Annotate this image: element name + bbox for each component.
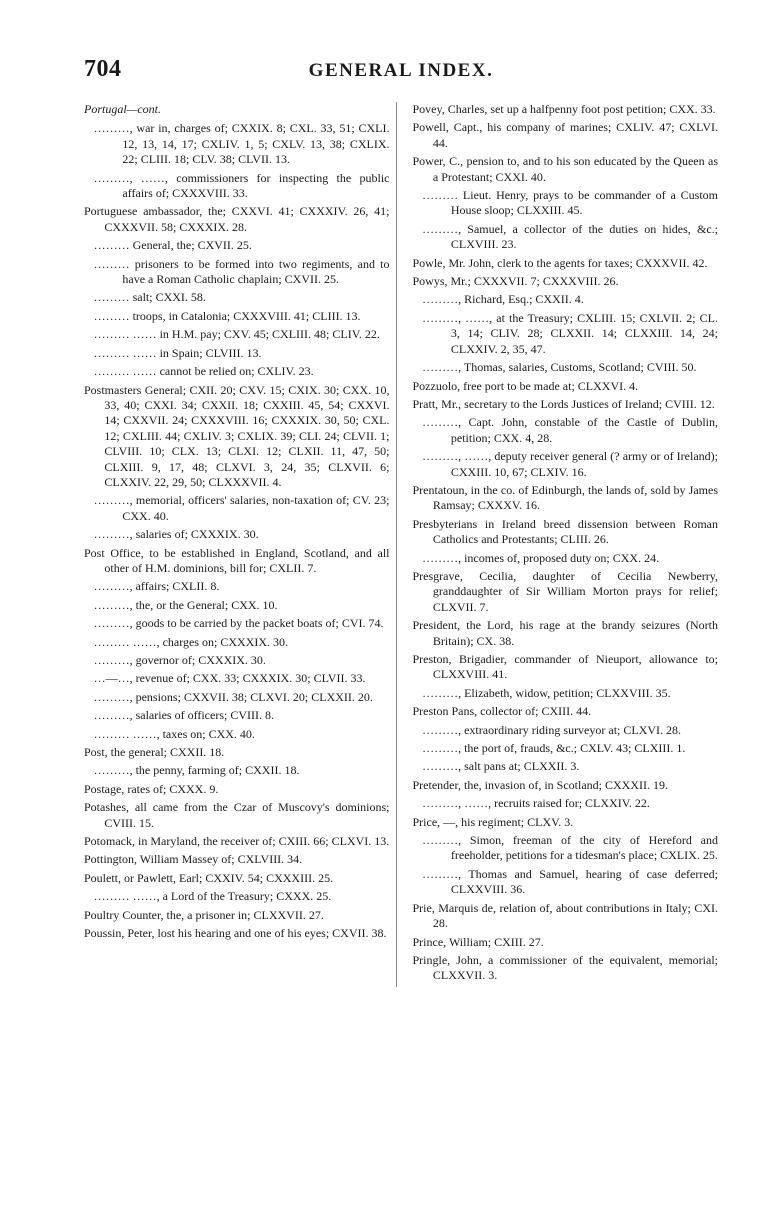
page-header (84, 56, 718, 96)
index-entry: Portuguese ambassador, the; CXXVI. 41; CXXXIV. 26, 41; CXXXVII. 58; CXXXIX. 28. (84, 204, 390, 234)
index-entry: ………, ……, recruits raised for; CLXXIV. 22. (422, 796, 650, 811)
index-entry: ……… …… in H.M. pay; CXV. 45; CXLIII. 48; CLIV. 22. (93, 327, 380, 342)
index-entry: ……… …… cannot be relied on; CXLIV. 23. (93, 364, 314, 379)
index-entry: ………, governor of; CXXXIX. 30. (93, 653, 266, 667)
index-entry: Poultry Counter, the, a prisoner in; CLXXVII. 27. (84, 907, 324, 922)
index-entry: Powell, Capt., his company of marines; CXLIV. 47; CXLVI. 44. (412, 120, 718, 150)
index-entry: Povey, Charles, set up a halfpenny foot post petition; CXX. 33. (412, 102, 716, 116)
index-entry: ………, pensions; CXXVII. 38; CLXVI. 20; CLXXII. 20. (93, 689, 373, 704)
index-entry: Preston, Brigadier, commander of Nieuport, allowance to; CLXXVIII. 41. (412, 652, 718, 682)
index-entry: ………, Richard, Esq.; CXXII. 4. (422, 292, 584, 307)
index-entry: Postmasters General; CXII. 20; CXV. 15; CXIX. 30; CXX. 10, 33, 40; CXXI. 34; CXXII. 18; CXXIII. 45, 54; CXXVI. 14; CXXVII. 24; CXXXVIII. 16; CXXXIX. 30, 50; CXL. 12; CXLIII. 44; CXLIV. 3; CXLIX. 39; CLI. 24; CLVII. 1; CLVIII. 10; CLX. 13; CLXI. 12; CLXII. 11, 47, 50; CLXIII. 9, 17, 48; CLXVI. 3, 24, 35; CLXVII. 6; CLXXIV. 22, 29, 50; CLXXXVII. 4. (84, 382, 390, 489)
index-entry: ………, Simon, freeman of the city of Hereford and freeholder, petitions for a tidesman's place; CXLIX. 25. (422, 833, 718, 863)
index-entry: ………, Samuel, a collector of the duties on hides, &c.; CLXVIII. 23. (422, 221, 718, 252)
index-entry: Post Office, to be established in England, Scotland, and all other of H.M. dominions, bill for; CXLII. 7. (84, 545, 390, 575)
index-entry: Potashes, all came from the Czar of Muscovy's dominions; CVIII. 15. (84, 800, 390, 830)
index-entry: Pringle, John, a commissioner of the equivalent, memorial; CLXXVII. 3. (412, 952, 718, 983)
page-number: 704 (84, 56, 122, 82)
index-entry: ………, the penny, farming of; CXXII. 18. (93, 763, 300, 778)
index-entry: ………, goods to be carried by the packet boats of; CVI. 74. (93, 616, 384, 631)
index-entry: ………, affairs; CXLII. 8. (93, 579, 220, 594)
index-entry: Poussin, Peter, lost his hearing and one of his eyes; CXVII. 38. (84, 926, 387, 941)
index-entry: ………, ……, at the Treasury; CXLIII. 15; CXLVII. 2; CL. 3, 14; CLIV. 28; CLXXII. 14; CLXXIII. 14, 24; CLXXIV. 2, 35, 47. (422, 310, 718, 356)
index-entry: ………, Thomas, salaries, Customs, Scotland; CVIII. 50. (422, 360, 697, 375)
index-entry: Presbyterians in Ireland breed dissension between Roman Catholics and Protestants; CLIII. 26. (412, 516, 718, 547)
index-entry: Price, —, his regiment; CLXV. 3. (412, 814, 574, 829)
index-entry: Poulett, or Pawlett, Earl; CXXIV. 54; CXXXIII. 25. (84, 870, 334, 885)
index-entry: Potomack, in Maryland, the receiver of; CXIII. 66; CLXVI. 13. (84, 834, 390, 849)
index-entry: ……… …… in Spain; CLVIII. 13. (93, 345, 262, 360)
index-entry: Pozzuolo, free port to be made at; CLXXVI. 4. (412, 378, 639, 393)
index-entry: ……… prisoners to be formed into two regiments, and to have a Roman Catholic chaplain; CXVII. 25. (93, 256, 390, 287)
index-entry: Powle, Mr. John, clerk to the agents for taxes; CXXXVII. 42. (412, 255, 708, 270)
index-entry: ………, ……, commissioners for inspecting the public affairs of; CXXXVIII. 33. (93, 170, 390, 201)
left-column (84, 102, 397, 987)
index-entry: ………, memorial, officers' salaries, non-taxation of; CV. 23; CXX. 40. (93, 493, 390, 523)
index-entry: Prie, Marquis de, relation of, about contributions in Italy; CXI. 28. (412, 900, 718, 931)
index-entry: Postage, rates of; CXXX. 9. (84, 781, 219, 796)
index-entry: President, the Lord, his rage at the brandy seizures (North Britain); CX. 38. (412, 618, 718, 648)
index-entry: ………, the port of, frauds, &c.; CXLV. 43; CLXIII. 1. (422, 741, 686, 756)
index-entry: ………, salt pans at; CLXXII. 3. (422, 759, 580, 774)
index-entry: ………, war in, charges of; CXXIX. 8; CXL. 33, 51; CXLI. 12, 13, 14, 17; CXLIV. 1, 5; CXLV. 13, 38; CXLIX. 22; CLIII. 18; CLV. 38; CLVII. 13. (93, 121, 390, 167)
index-entry: ……… General, the; CXVII. 25. (93, 238, 252, 253)
index-entry: Post, the general; CXXII. 18. (84, 745, 225, 760)
index-entry: ……… troops, in Catalonia; CXXXVIII. 41; CLIII. 13. (93, 308, 361, 323)
index-entry: ………, ……, deputy receiver general (? army or of Ireland); CXXIII. 10, 67; CLXIV. 16. (422, 449, 718, 479)
index-entry: ………, the, or the General; CXX. 10. (93, 597, 278, 612)
index-entry: …—…, revenue of; CXX. 33; CXXXIX. 30; CLVII. 33. (93, 671, 366, 686)
index-entry: Preston Pans, collector of; CXIII. 44. (412, 704, 592, 719)
index-entry: ………, Thomas and Samuel, hearing of case deferred; CLXXVIII. 36. (422, 866, 718, 897)
page-title: GENERAL INDEX. (308, 60, 494, 81)
index-entry: Pretender, the, invasion of, in Scotland; CXXXII. 19. (412, 777, 668, 792)
index-entry: Pottington, William Massey of; CXLVIII. 34. (84, 852, 303, 867)
index-entry: ………, salaries of officers; CVIII. 8. (93, 708, 274, 723)
index-entry: Power, C., pension to, and to his son educated by the Queen as a Protestant; CXXI. 40. (412, 154, 718, 184)
index-entry: Presgrave, Cecilia, daughter of Cecilia Newberry, granddaughter of Sir William Morton prays for relief; CLXVII. 7. (412, 568, 718, 614)
index-entry: ………, incomes of, proposed duty on; CXX. 24. (422, 550, 660, 565)
index-entry: ……… ……, a Lord of the Treasury; CXXX. 25. (93, 889, 332, 904)
right-column (413, 102, 719, 987)
index-entry: ……… salt; CXXI. 58. (93, 290, 206, 305)
index-entry: Pratt, Mr., secretary to the Lords Justices of Ireland; CVIII. 12. (412, 396, 715, 411)
index-entry: ………, Capt. John, constable of the Castle of Dublin, petition; CXX. 4, 28. (422, 415, 718, 445)
index-entry: Prentatoun, in the co. of Edinburgh, the lands of, sold by James Ramsay; CXXXV. 16. (412, 482, 718, 513)
index-entry: ……… Lieut. Henry, prays to be commander of a Custom House sloop; CLXXIII. 45. (422, 188, 718, 218)
index-entry: ………, extraordinary riding surveyor at; CLXVI. 28. (422, 722, 682, 737)
index-entry: ………, Elizabeth, widow, petition; CLXXVIII. 35. (422, 685, 671, 700)
index-entry: Powys, Mr.; CXXXVII. 7; CXXXVIII. 26. (412, 274, 619, 289)
index-entry: ……… ……, charges on; CXXXIX. 30. (93, 634, 289, 649)
index-section-heading: Portugal—cont. (84, 102, 161, 116)
index-columns (84, 102, 718, 987)
index-entry: ……… ……, taxes on; CXX. 40. (93, 726, 255, 741)
index-entry: Prince, William; CXIII. 27. (412, 934, 544, 949)
index-entry: ………, salaries of; CXXXIX. 30. (93, 527, 259, 542)
